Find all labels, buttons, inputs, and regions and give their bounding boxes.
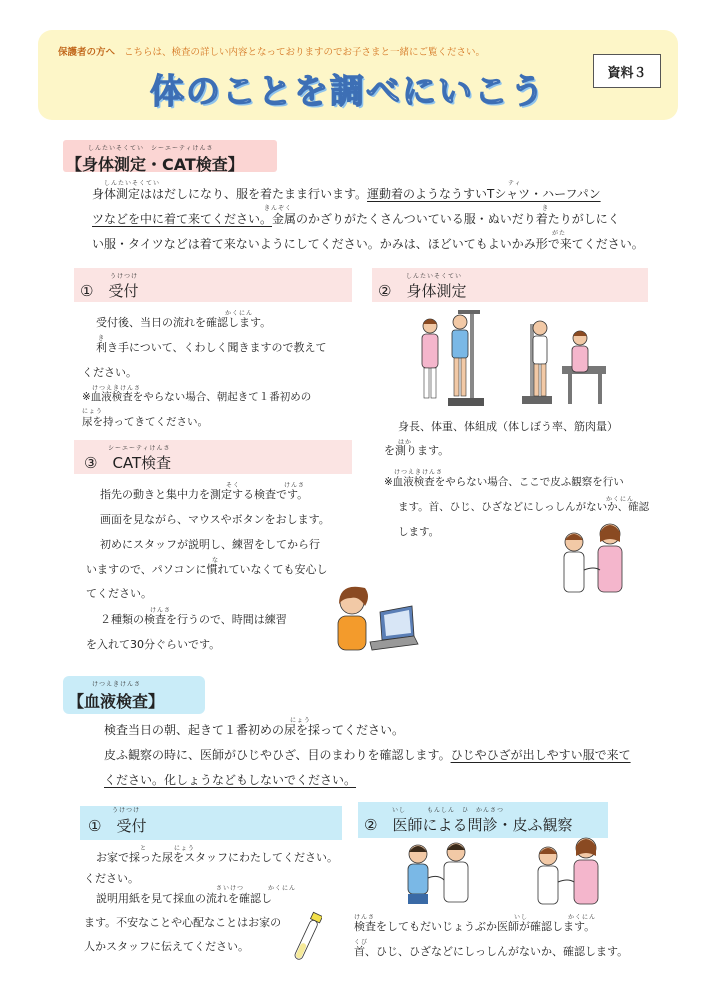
blood-reception-line-5: 人かスタッフに伝えてください。 [84, 940, 249, 953]
body-measure-ruby-kakunin: かくにん [606, 496, 635, 503]
ruby-gata: がた [552, 230, 567, 237]
cat-line-1: 指先の動きと集中力を測定する検査です。 [100, 488, 309, 501]
cat-line-4: いますので、パソコンに慣れていなくても安心し [86, 563, 328, 576]
cat-line-6: ２種類の検査を行うので、時間は練習 [100, 613, 287, 626]
reception-ruby: うけつけ [110, 273, 139, 280]
reception-line-4: ※血液検査をやらない場合、朝起きて１番初めの [82, 391, 312, 403]
doctor-ruby: いし もんしん ひ かんさつ [392, 807, 505, 814]
section1-text-b: 運動着のようなうすいTシャツ・ハーフパン [367, 187, 601, 201]
body-measure-line-5: します。 [398, 526, 440, 538]
blood-reception-heading: ① 受付 [88, 817, 147, 835]
blood-line-1: 検査当日の朝、起きて１番初めの尿を採ってください。 [104, 723, 405, 737]
height-measurement-illustration [412, 306, 492, 412]
body-measure-line-4: ます。首、ひじ、ひざなどにしっしんがないか、確認 [398, 501, 650, 513]
cat-line-7: を入れて30分ぐらいです。 [86, 638, 221, 651]
reception-line-2: 利き手について、くわしく聞きますので教えて [96, 341, 327, 354]
doctor-consultation-illustration [398, 838, 478, 908]
reception-line-1: 受付後、当日の流れを確認します。 [96, 316, 272, 329]
cat-line-3: 初めにスタッフが説明し、練習をしてから行 [100, 538, 320, 551]
section-heading-ruby: しんたいそくてい シーエーティけんさ [88, 145, 214, 152]
cat-ruby: シーエーティけんさ [108, 445, 171, 452]
body-measure-heading: ② 身体測定 [378, 282, 467, 300]
cat-line-5: てください。 [86, 587, 152, 600]
reception-heading: ① 受付 [80, 282, 139, 300]
blood-line-2 [104, 743, 631, 768]
body-measure-line-3: ※血液検査をやらない場合、ここで皮ふ観察を行い [384, 476, 624, 488]
blood-text-b: ひじやひざが出しやすい服で来て [450, 748, 631, 762]
ruby-kinzoku: きんぞく [264, 205, 293, 212]
blood-ruby-nyou: にょう [290, 717, 311, 724]
blood-reception-line-2: ください。 [84, 872, 139, 885]
body-measure-ruby: しんたいそくてい [406, 273, 463, 280]
reception-line-3: ください。 [82, 366, 137, 379]
blood-reception-ruby-to: と [140, 845, 148, 852]
doctor-line-1: 検査をしてもだいじょうぶか医師が確認します。 [354, 920, 596, 933]
body-composition-illustration [520, 312, 610, 410]
blood-reception-ruby-kakunin: かくにん [268, 885, 297, 892]
section1-line2 [92, 207, 652, 232]
page-title: 体のことを調べにいこう [150, 72, 546, 112]
body-measure-ruby-haka: はか [398, 439, 413, 446]
notice-label: 保護者の方へ [58, 47, 116, 58]
blood-reception-ruby: うけつけ [112, 807, 141, 814]
body-measure-line-1: 身長、体重、体組成（体しぼう率、筋肉量） [398, 420, 618, 433]
reception-ruby-kakunin: かくにん [225, 310, 254, 317]
doctor-ruby-kensa: けんさ [354, 914, 376, 921]
skin-observation-illustration [530, 834, 610, 908]
blood-reception-line-1: お家で採った尿をスタッフにわたしてください。 [96, 851, 338, 864]
ruby-shintai: しんたいそくてい [104, 180, 161, 187]
reception-line-5: 尿を持ってきてください。 [82, 416, 208, 428]
doctor-ruby-kubi: くび [354, 939, 369, 946]
cat-ruby-soku: そく [226, 482, 241, 489]
urine-tube-icon [292, 910, 322, 966]
body-measure-line-2: を測ります。 [384, 444, 450, 457]
reception-ruby-ketsueki: けつえきけんさ [92, 385, 142, 392]
doctor-ruby-ishi: いし [514, 914, 529, 921]
child-laptop-illustration [330, 578, 420, 658]
blood-line-3: ください。化しょうなどもしないでください。 [104, 773, 357, 787]
ruby-ki: き [542, 205, 550, 212]
document-number-badge: 資料３ [593, 54, 661, 88]
cat-ruby-kensa2: けんさ [150, 607, 172, 614]
section1-line1 [92, 182, 652, 207]
cat-ruby-na: な [212, 557, 220, 564]
section-heading-blood: 【血液検査】 [68, 692, 165, 711]
cat-heading: ③ CAT検査 [84, 454, 172, 472]
section1-text-d: 金属のかざりがたくさんついている服・ぬいだり着たりがしにく [272, 212, 620, 226]
blood-reception-ruby-nyou: にょう [174, 845, 195, 852]
reception-ruby-ki: き [98, 335, 106, 342]
blood-reception-line-4: ます。不安なことや心配なことはお家の [84, 916, 282, 929]
section1-text-c: ツなどを中に着て来てください。 [92, 212, 273, 226]
blood-text-a: 皮ふ観察の時に、医師がひじやひざ、目のまわりを確認します。 [104, 748, 451, 762]
doctor-heading: ② 医師による問診・皮ふ観察 [364, 816, 573, 834]
ruby-tee: ティ [508, 180, 522, 187]
blood-reception-ruby-saiketsu: さいけつ [216, 885, 245, 892]
blood-reception-line-3: 説明用紙を見て採血の流れを確認し [96, 892, 272, 905]
doctor-ruby-kakunin: かくにん [568, 914, 597, 921]
cat-line-2: 画面を見ながら、マウスやボタンをおします。 [100, 513, 330, 526]
parent-notice [58, 44, 485, 58]
section-heading-body-cat: 【身体測定・CAT検査】 [66, 155, 244, 174]
blood-section-ruby: けつえきけんさ [92, 681, 142, 688]
cat-ruby-kensa: けんさ [284, 482, 306, 489]
body-measure-ruby-ketsueki: けつえきけんさ [394, 469, 444, 476]
notice-text: こちらは、検査の詳しい内容となっておりますのでお子さまと一緒にご覧ください。 [124, 47, 486, 58]
reception-ruby-nyou: にょう [82, 408, 103, 415]
doctor-line-2: 首、ひじ、ひざなどにしっしんがないか、確認します。 [354, 945, 629, 958]
section1-text-e: い服・タイツなどは着て来ないようにしてください。かみは、ほどいてもよいかみ形で来てください。 [92, 237, 644, 251]
skin-check-illustration [554, 520, 634, 596]
section1-text-a: 身体測定ははだしになり、服を着たまま行います。 [92, 187, 368, 201]
